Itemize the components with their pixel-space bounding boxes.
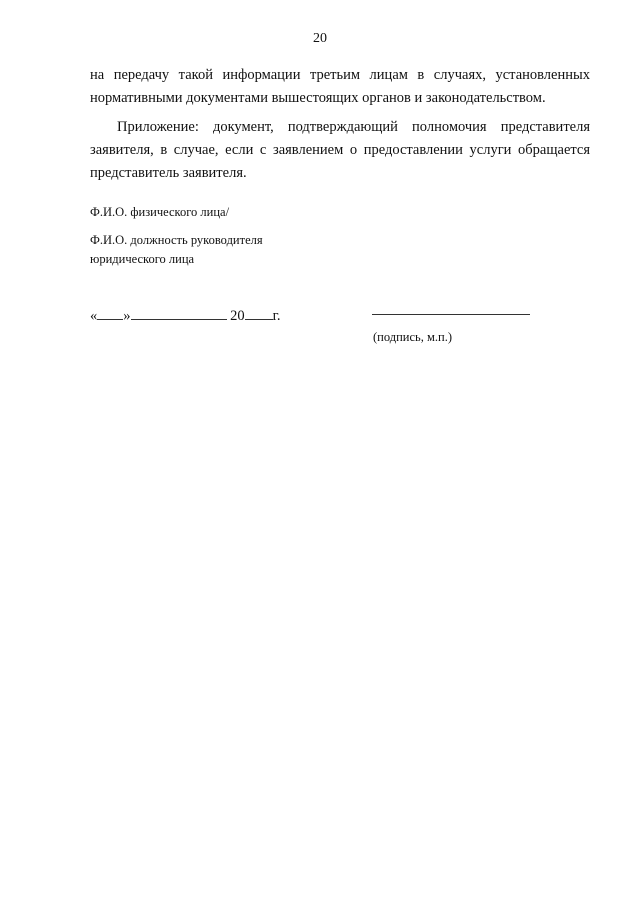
- date-close-quote: »: [123, 308, 131, 324]
- fio-legal-label: [90, 231, 263, 269]
- consent-paragraph: [90, 64, 590, 110]
- attachment-paragraph: [90, 116, 590, 185]
- year-blank[interactable]: [245, 305, 273, 320]
- fio-legal-line: Ф.И.О. должность руководителя: [90, 233, 263, 247]
- fio-individual-label: Ф.И.О. физического лица/: [90, 205, 230, 219]
- month-blank[interactable]: [131, 305, 227, 320]
- paragraph-line: нормативными документами вышестоящих органов и законодательством.: [90, 90, 546, 106]
- year-prefix: 20: [230, 308, 245, 324]
- date-open-quote: «: [90, 308, 98, 324]
- date-field: [90, 305, 281, 325]
- paragraph-line: заявителя, в случае, если с заявлением о предоставлении услуги обращается: [90, 142, 590, 158]
- year-suffix: г.: [272, 308, 281, 324]
- page-number: 20: [313, 31, 327, 46]
- signature-line[interactable]: [372, 314, 530, 315]
- paragraph-line: представитель заявителя.: [90, 165, 247, 181]
- day-blank[interactable]: [97, 305, 123, 320]
- signature-caption: (подпись, м.п.): [373, 330, 452, 344]
- paragraph-line: на передачу такой информации третьим лицам в случаях, установленных: [90, 67, 590, 83]
- fio-legal-line: юридического лица: [90, 252, 195, 266]
- paragraph-line: Приложение: документ, подтверждающий полномочия представителя: [117, 119, 590, 135]
